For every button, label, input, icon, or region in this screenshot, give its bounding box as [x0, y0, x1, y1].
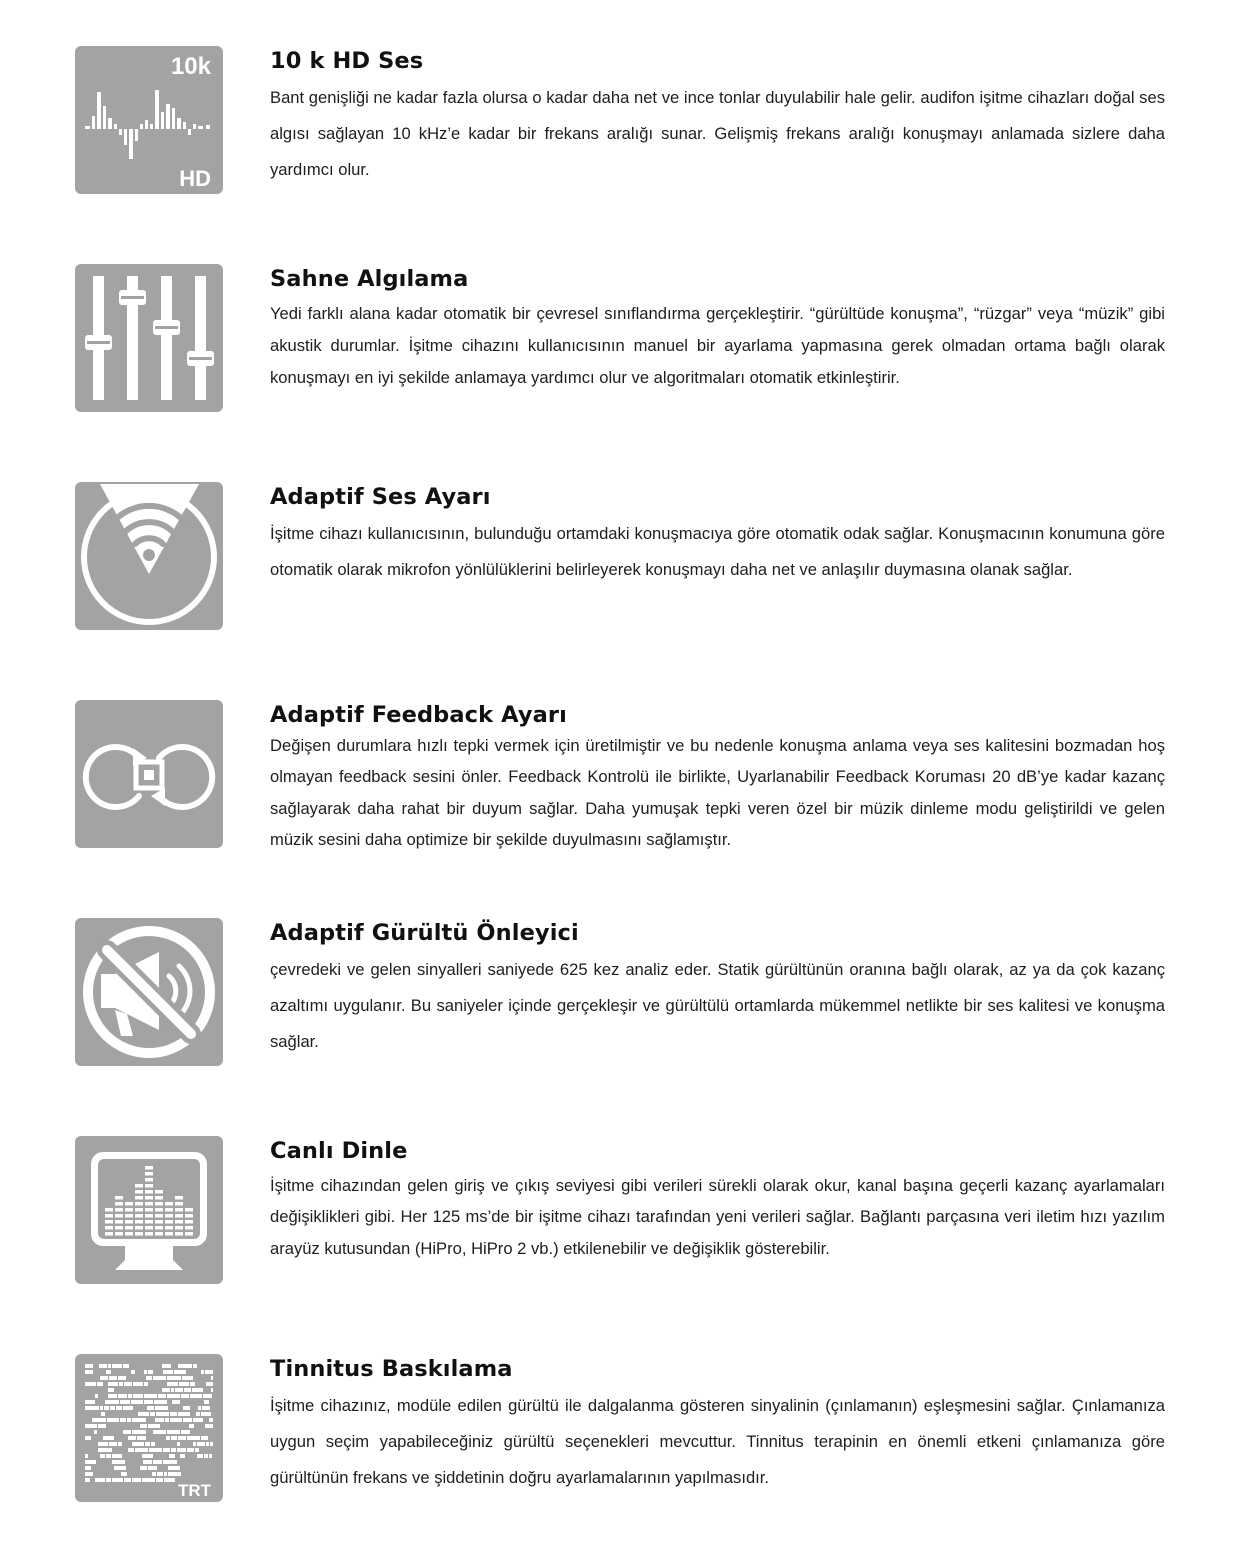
hd-sound-icon — [75, 46, 223, 194]
feedback-loop-icon — [75, 700, 223, 848]
feature-text — [270, 918, 1165, 1060]
feature-text — [270, 264, 1165, 394]
feature-title: Tinnitus Baskılama — [270, 1356, 513, 1382]
tinnitus-icon-trt-label: TRT — [177, 1481, 211, 1500]
feature-text — [270, 1354, 1165, 1496]
feature-title: Adaptif Gürültü Önleyici — [270, 920, 579, 946]
live-monitor-icon — [75, 1136, 223, 1284]
feature-description: çevredeki ve gelen sinyalleri saniyede 625 kez analiz eder. Statik gürültünün oranına bağlı olarak, az ya da çok kazanç azaltımı uygulanır. Bu saniyeler içinde gerçekleşir ve gürültülü ortamlarda mükemmel netlikte bir ses kalitesi ve konuşma sağlar. — [270, 960, 1165, 1051]
feature-text — [270, 1136, 1165, 1264]
feature-title: Adaptif Ses Ayarı — [270, 484, 491, 510]
hd-icon-10k-label: 10k — [170, 53, 211, 80]
feature-text — [270, 482, 1165, 588]
feature-description: İşitme cihazınız, modüle edilen gürültü ile dalgalanma gösteren sinyalinin (çınlamanın) eşleşmesini sağlar. Çınlamanıza uygun seçim yapabileceğiniz gürültü seçenekleri mevcuttur. Tinnitus terapinin en önemli etkeni çınlamanıza göre gürültünün frekans ve şiddetinin doğru ayarlamalarının yapılmasıdır. — [270, 1396, 1165, 1487]
noise-cancel-megaphone-icon — [75, 918, 223, 1066]
tinnitus-noise-icon — [75, 1354, 223, 1502]
feature-description: Değişen durumlara hızlı tepki vermek için üretilmiştir ve bu nedenle konuşma anlama veya ses kalitesini bozmadan hoş olmayan feedback sesini önler. Feedback Kontrolü ile birlikte, Uyarlanabilir Feedback Koruması 20 dB’ye kadar kazanç sağlayarak daha rahat bir duyum sağlar. Daha yumuşak tepki veren özel bir müzik dinleme modu geliştirildi ve gelen müzik sesini daha optimize bir şekilde duyulmasını sağlamıştır. — [270, 736, 1165, 849]
feature-text — [270, 700, 1165, 855]
feature-title: Sahne Algılama — [270, 266, 469, 292]
feature-title: 10 k HD Ses — [270, 48, 424, 74]
feature-title: Adaptif Feedback Ayarı — [270, 702, 567, 728]
hd-icon-hd-label: HD — [179, 166, 211, 191]
feature-description: Bant genişliği ne kadar fazla olursa o kadar daha net ve ince tonlar duyulabilir hale gelir. audifon işitme cihazları doğal ses algısı sağlayan 10 kHz’e kadar bir frekans aralığı sunar. Gelişmiş frekans aralığı konuşmayı anlamada sizlere daha yardımcı olur. — [270, 88, 1165, 179]
feature-title: Canlı Dinle — [270, 1138, 408, 1164]
directional-microphone-icon — [75, 482, 223, 630]
feature-description: İşitme cihazı kullanıcısının, bulunduğu ortamdaki konuşmacıya göre otomatik odak sağlar. Konuşmacının konumuna göre otomatik olarak mikrofon yönlülüklerini belirleyerek konuşmayı daha net ve anlaşılır duymasına olanak sağlar. — [270, 524, 1165, 579]
feature-description: İşitme cihazından gelen giriş ve çıkış seviyesi gibi verileri sürekli olarak okur, kanal başına geçerli kazanç ayarlamaları değişiklikleri gibi. Her 125 ms’de bir işitme cihazı tarafından yeni verileri sağlar. Bağlantı parçasına veri iletim hızı yazılım arayüz kutusundan (HiPro, HiPro 2 vb.) etkilenebilir ve değişiklik gösterebilir. — [270, 1176, 1165, 1258]
equalizer-sliders-icon — [75, 264, 223, 412]
feature-text — [270, 46, 1165, 188]
feature-description: Yedi farklı alana kadar otomatik bir çevresel sınıflandırma gerçekleştirir. “gürültüde konuşma”, “rüzgar” veya “müzik” gibi akustik durumlar. İşitme cihazını kullanıcısının manuel bir ayarlama yapmasına gerek olmadan ortama bağlı olarak konuşmayı en iyi şekilde anlamaya yardımcı olur ve algoritmaları otomatik etkinleştirir. — [270, 304, 1165, 387]
